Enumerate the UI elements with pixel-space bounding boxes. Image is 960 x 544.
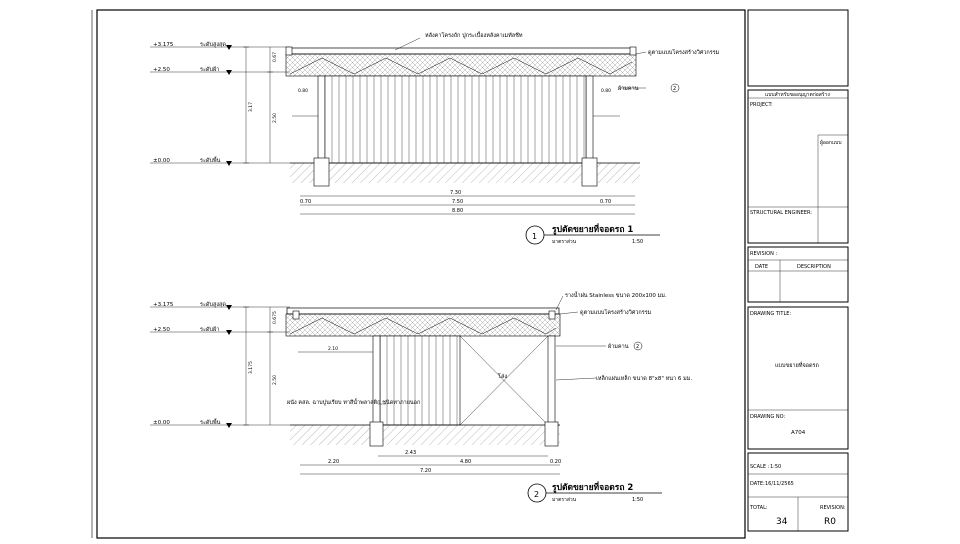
level-marker-icon — [226, 45, 232, 50]
date-value: 16/11/2565 — [765, 481, 794, 487]
dim-label: 8.80 — [452, 208, 464, 214]
dim-label: 0.20 — [550, 459, 562, 465]
callout-wall: ผ้ามคาน — [618, 86, 639, 92]
dim-label: 2.20 — [328, 459, 340, 465]
footing — [545, 422, 558, 446]
wall-panel — [380, 336, 460, 425]
dim-label: 0.67 — [273, 51, 278, 62]
scale-word: มาตราส่วน — [552, 497, 577, 503]
column-left — [318, 76, 325, 163]
level-label: ระดับสูงสุด — [200, 302, 226, 308]
section-2 — [150, 291, 692, 503]
level-label: ระดับพื้น — [200, 420, 221, 426]
level-marker-icon — [226, 305, 232, 310]
level-marker-icon — [226, 423, 232, 428]
ground — [290, 425, 560, 445]
dim-label: 7.50 — [452, 199, 464, 205]
total-label: TOTAL: — [750, 505, 768, 511]
dim-label: 0.80 — [298, 89, 309, 94]
void-label: โล่ง — [498, 374, 508, 380]
dim-label: 0.70 — [300, 199, 312, 205]
callout-gutter: รางน้ำฝน Stainless ขนาด 200x100 มม. — [565, 293, 667, 299]
callout-fascia: ดูตามแบบโครงสร้างวิศวกรรม — [580, 310, 652, 316]
engineer-label: STRUCTURAL ENGINEER: — [750, 210, 812, 216]
dim-label: 4.80 — [460, 459, 472, 465]
owner-label: ผู้ออกแบบ — [820, 140, 842, 146]
scale-value: 1:50 — [632, 239, 644, 245]
project-box — [748, 90, 848, 243]
revision-value: R0 — [824, 517, 836, 527]
revision-short-label: REVISION: — [820, 505, 846, 511]
dim-label: 0.675 — [273, 311, 278, 324]
total-value: 34 — [776, 517, 788, 527]
section-title: รูปตัดขยายที่จอดรถ 2 — [552, 483, 634, 493]
section-number: 1 — [532, 232, 538, 241]
dim-label: 7.20 — [420, 468, 432, 474]
dim-label: 2.50 — [273, 374, 278, 385]
section-number: 2 — [534, 490, 540, 499]
dim-label: 3.175 — [249, 361, 254, 374]
dim-label: 2.10 — [328, 347, 339, 352]
logo-box — [748, 10, 848, 86]
section-title: รูปตัดขยายที่จอดรถ 1 — [552, 225, 634, 235]
wall-tag: 2 — [636, 344, 640, 350]
scale-label: SCALE : — [750, 464, 770, 470]
level-label: ระดับฝ้า — [200, 327, 220, 333]
scale-value: 1:50 — [770, 464, 782, 470]
roof-truss — [286, 314, 560, 336]
level-value: +2.50 — [153, 67, 170, 73]
dim-label: 7.30 — [450, 190, 462, 196]
date-column: DATE — [755, 264, 769, 270]
roof-truss — [286, 54, 636, 76]
scale-word: มาตราส่วน — [552, 239, 577, 245]
wall-panel — [325, 76, 586, 163]
column-right — [586, 76, 593, 163]
callout-wall: ผ้ามคาน — [608, 344, 629, 350]
drawing-no-label: DRAWING NO: — [750, 414, 786, 420]
dim-label: 0.70 — [600, 199, 612, 205]
level-marker-icon — [226, 330, 232, 335]
wall-tag: 2 — [673, 86, 677, 92]
revision-label: REVISION : — [750, 251, 778, 257]
firm-label: แบบสำหรับขออนุญาตก่อสร้าง — [765, 92, 830, 98]
drawing-no: A704 — [791, 430, 806, 436]
project-label: PROJECT: — [750, 102, 773, 108]
footing — [314, 158, 329, 186]
callout-panel: ผนัง คสล. ฉาบปูนเรียบ ทาสีน้ำพลาสติก ชนิดทาภายนอก — [287, 400, 421, 406]
drawing-title: แบบขยายที่จอดรถ — [775, 363, 819, 369]
roof-sheet — [287, 48, 635, 54]
level-label: ระดับฝ้า — [200, 67, 220, 73]
level-value: ±0.00 — [153, 158, 170, 164]
footing — [582, 158, 597, 186]
drawing-title-label: DRAWING TITLE: — [750, 311, 792, 317]
callout-roof: หลังคาโครงถัก ปูกระเบื้องหลังคาเมทัลชีท — [425, 33, 523, 39]
column-right — [548, 336, 555, 425]
column-left — [373, 336, 380, 425]
level-value: +2.50 — [153, 327, 170, 333]
level-label: ระดับสูงสุด — [200, 42, 226, 48]
dim-label: 2.50 — [273, 112, 278, 123]
dim-label: 2.43 — [405, 450, 417, 456]
footing — [370, 422, 383, 446]
level-marker-icon — [226, 161, 232, 166]
level-label: ระดับพื้น — [200, 158, 221, 164]
dim-label: 0.80 — [601, 89, 612, 94]
callout-fascia: ดูตามแบบโครงสร้างวิศวกรรม — [648, 50, 720, 56]
scale-value: 1:50 — [632, 497, 644, 503]
level-value: +3.175 — [153, 42, 174, 48]
date-label: DATE: — [750, 481, 765, 487]
dim-label: 3.17 — [249, 101, 254, 112]
description-column: DESCRIPTION — [797, 264, 831, 270]
level-marker-icon — [226, 70, 232, 75]
title-block — [748, 10, 848, 531]
level-value: ±0.00 — [153, 420, 170, 426]
callout-steel: เหล็กแผ่นเหล็ก ขนาด 8"x8" หนา 6 มม. — [596, 376, 693, 382]
drawing-title-box — [748, 307, 848, 449]
level-value: +3.175 — [153, 302, 174, 308]
section-1 — [150, 31, 720, 245]
roof-sheet — [287, 308, 559, 314]
